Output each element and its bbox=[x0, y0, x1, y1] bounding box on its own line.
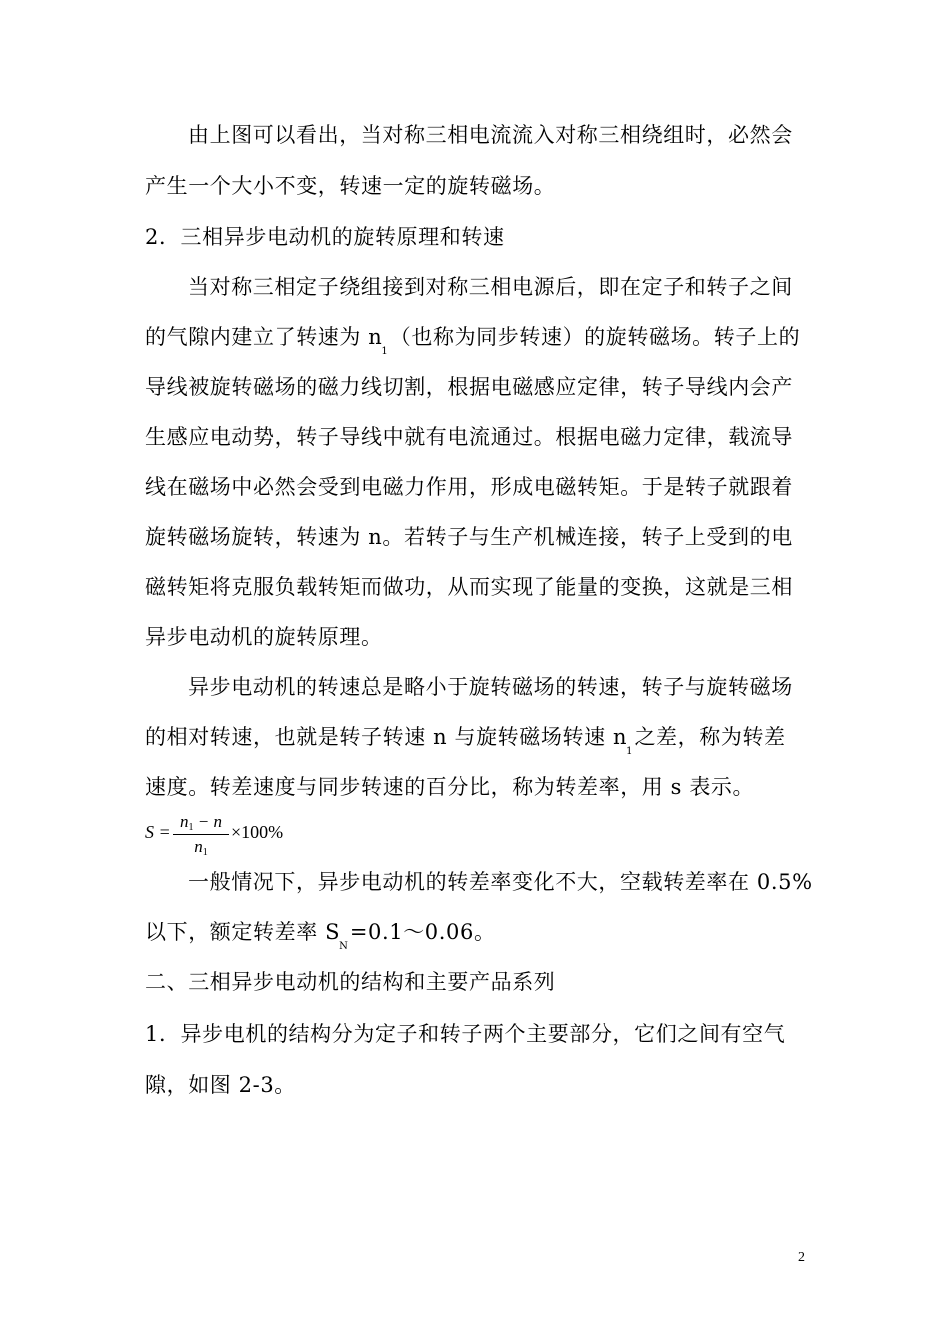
paragraph-line bbox=[145, 722, 810, 757]
paragraph-line: 旋转磁场旋转，转速为 n。若转子与生产机械连接，转子上受到的电 bbox=[145, 525, 793, 549]
text-run: 的气隙内建立了转速为 n bbox=[145, 325, 383, 349]
paragraph-line: 异步电动机的旋转原理。 bbox=[145, 625, 383, 649]
formula-denominator bbox=[173, 837, 229, 858]
formula-subscript: 1 bbox=[202, 847, 208, 858]
subscript: 1 bbox=[381, 346, 388, 357]
subscript: N bbox=[339, 941, 348, 952]
paragraph-line: 磁转矩将克服负载转矩而做功，从而实现了能量的变换，这就是三相 bbox=[145, 575, 793, 599]
section-heading: 二、三相异步电动机的结构和主要产品系列 bbox=[145, 970, 556, 994]
paragraph-line: 隙，如图 2-3。 bbox=[145, 1073, 296, 1097]
page-number: 2 bbox=[798, 1250, 805, 1265]
paragraph-line: 当对称三相定子绕组接到对称三相电源后，即在定子和转子之间 bbox=[188, 275, 793, 299]
text-run: =0.1～0.06。 bbox=[349, 920, 496, 944]
paragraph-line bbox=[145, 322, 810, 357]
paragraph-line: 生感应电动势，转子导线中就有电流通过。根据电磁力定律，载流导 bbox=[145, 425, 793, 449]
formula-var: n bbox=[180, 812, 189, 831]
formula-numerator bbox=[173, 812, 229, 833]
formula-var: − n bbox=[193, 812, 222, 831]
formula-var: n bbox=[194, 837, 203, 856]
subscript: 1 bbox=[626, 746, 633, 757]
section-heading: 2．三相异步电动机的旋转原理和转速 bbox=[145, 225, 505, 249]
paragraph-line: 线在磁场中必然会受到电磁力作用，形成电磁转矩。于是转子就跟着 bbox=[145, 475, 793, 499]
fraction-bar bbox=[173, 834, 229, 835]
formula-rhs: ×100% bbox=[231, 822, 284, 842]
formula-fraction bbox=[173, 812, 229, 858]
text-run: （也称为同步转速）的旋转磁场。转子上的 bbox=[389, 325, 801, 349]
text-run: 的相对转速，也就是转子转速 n 与旋转磁场转速 n bbox=[145, 725, 628, 749]
paragraph-line: 异步电动机的转速总是略小于旋转磁场的转速，转子与旋转磁场 bbox=[188, 675, 793, 699]
paragraph-line: 产生一个大小不变，转速一定的旋转磁场。 bbox=[145, 174, 556, 198]
paragraph-line bbox=[145, 917, 810, 952]
paragraph-line: 导线被旋转磁场的磁力线切割，根据电磁感应定律，转子导线内会产 bbox=[145, 375, 793, 399]
formula-lhs: S = bbox=[145, 822, 171, 842]
paragraph-line: 速度。转差速度与同步转速的百分比，称为转差率，用 s 表示。 bbox=[145, 775, 755, 799]
text-run: 以下，额定转差率 S bbox=[145, 920, 341, 944]
paragraph-line: 由上图可以看出，当对称三相电流流入对称三相绕组时，必然会 bbox=[188, 123, 793, 147]
paragraph-line: 1．异步电机的结构分为定子和转子两个主要部分，它们之间有空气 bbox=[145, 1022, 786, 1046]
text-run: 之差，称为转差 bbox=[634, 725, 786, 749]
formula-subscript: 1 bbox=[188, 822, 194, 833]
paragraph-line: 一般情况下，异步电动机的转差率变化不大，空载转差率在 0.5% bbox=[188, 870, 813, 894]
